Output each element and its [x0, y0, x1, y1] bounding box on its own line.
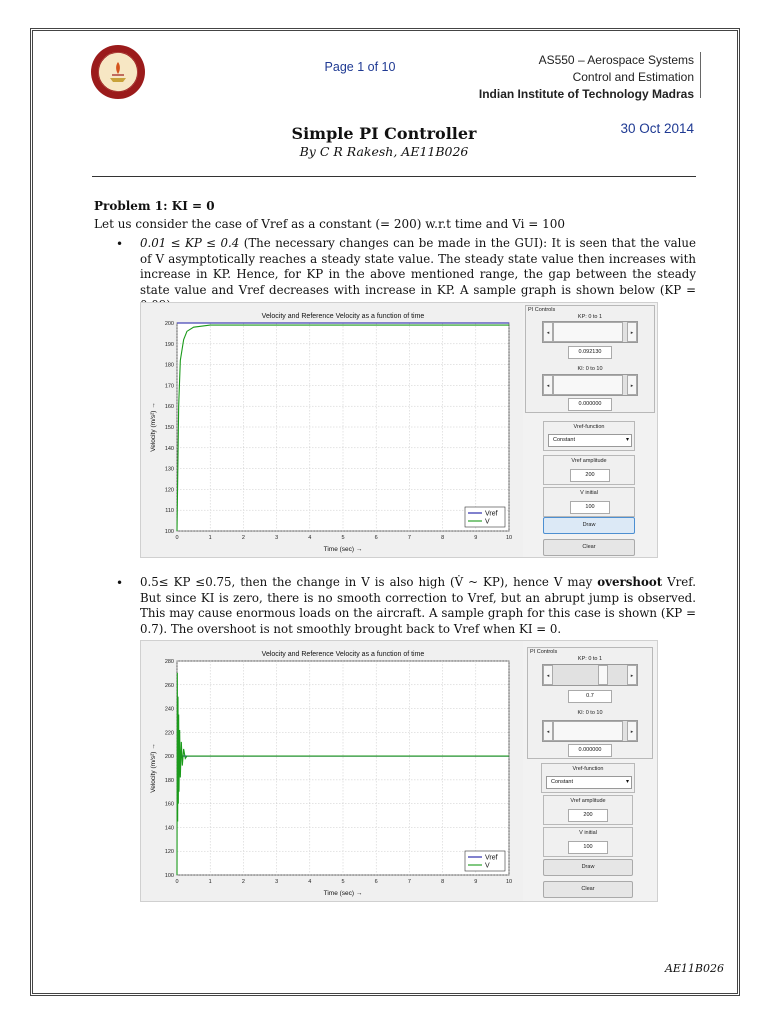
arrow-right-icon[interactable]: ▸: [627, 665, 637, 685]
y-tick-label: 150: [164, 425, 174, 431]
ki-range-label: KI: 0 to 10: [577, 710, 603, 716]
y-tick-label: 180: [164, 362, 174, 369]
kp-slider[interactable]: [542, 321, 638, 343]
y-tick-label: 180: [164, 777, 174, 784]
ki-slider-thumb[interactable]: [553, 375, 623, 395]
x-tick-label: 10: [505, 879, 513, 885]
kp-range-label: KP: 0 to 1: [577, 656, 603, 662]
x-tick-label: 0: [175, 535, 179, 541]
vref-function-label: Vref-function: [572, 766, 604, 772]
y-tick-label: 170: [164, 383, 174, 390]
y-tick-label: 120: [164, 487, 174, 494]
course-title-line1: AS550 – Aerospace Systems: [538, 53, 694, 67]
document-title: Simple PI Controller: [291, 124, 477, 143]
figure-2-chart: [141, 641, 521, 901]
x-tick-label: 2: [241, 535, 245, 541]
y-tick-label: 130: [164, 466, 174, 473]
vref-function-panel: [541, 763, 635, 793]
header-divider: [700, 52, 701, 98]
chevron-down-icon: ▾: [625, 779, 629, 785]
x-tick-label: 2: [241, 879, 245, 885]
ki-slider[interactable]: [542, 374, 638, 396]
y-tick-label: 140: [164, 445, 174, 452]
y-tick-label: 280: [164, 659, 174, 665]
vref-amplitude-label: Vref amplitude: [571, 458, 607, 464]
bullet-2-text: [140, 575, 696, 637]
y-tick-label: 100: [164, 529, 174, 535]
x-tick-label: 7: [407, 879, 411, 885]
course-block: [479, 52, 694, 103]
x-tick-label: 9: [474, 879, 478, 885]
y-tick-label: 200: [164, 321, 174, 327]
y-tick-label: 120: [164, 849, 174, 856]
x-tick-label: 5: [341, 879, 345, 885]
pi-controls-title: PI Controls: [528, 307, 556, 313]
x-tick-label: 10: [505, 535, 513, 541]
kp-value-field[interactable]: 0.7: [568, 690, 612, 703]
chart-title: Velocity and Reference Velocity as a function of time: [261, 651, 425, 658]
arrow-right-icon[interactable]: ▸: [627, 322, 637, 342]
vref-amplitude-panel: [543, 455, 635, 485]
legend-label-vref: Vref: [485, 854, 498, 862]
vref-function-value: Constant: [551, 779, 574, 785]
ki-value-field[interactable]: 0.000000: [568, 744, 612, 757]
vref-amplitude-panel: [543, 795, 633, 825]
kp-range-label: KP: 0 to 1: [577, 314, 603, 320]
document-date: 30 Oct 2014: [620, 121, 694, 136]
figure-1: [140, 302, 658, 558]
y-tick-label: 190: [164, 341, 174, 348]
x-tick-label: 7: [407, 535, 411, 541]
problem-heading: Problem 1: KI = 0: [94, 199, 215, 213]
vref-amplitude-field[interactable]: 200: [568, 809, 608, 822]
institute-name: Indian Institute of Technology Madras: [478, 87, 694, 101]
x-tick-label: 8: [441, 879, 445, 885]
v-initial-panel: [543, 487, 635, 517]
figure-2: [140, 640, 658, 902]
clear-button[interactable]: Clear: [543, 881, 633, 898]
kp-slider[interactable]: [542, 664, 638, 686]
kp-slider-thumb[interactable]: [598, 665, 608, 685]
arrow-left-icon[interactable]: ◂: [543, 665, 553, 685]
y-tick-label: 100: [164, 873, 174, 879]
x-tick-label: 6: [374, 879, 378, 885]
legend-label-v: V: [485, 518, 490, 526]
x-tick-label: 1: [208, 535, 212, 541]
v-initial-label: V initial: [580, 490, 598, 496]
y-tick-label: 140: [164, 825, 174, 832]
bullet-2-part-b: Vref. But since KI is zero, there is no smooth correction to Vref, but an abrupt jump is observed. This may cause enormous loads on the aircraft. A sample graph for this case is shown (KP = 0.7). The overshoot is not smoothly brought back to Vref when KI = 0.: [140, 575, 696, 636]
bullet-2-part-a: 0.5≤ KP ≤0.75, then the change in V is also high (V̇ ~ KP), hence V may: [140, 575, 598, 589]
x-tick-label: 4: [308, 535, 312, 541]
bullet-1-math: 0.01 ≤ KP ≤ 0.4: [140, 236, 240, 250]
iitm-seal-icon: [90, 44, 146, 100]
y-tick-label: 240: [164, 706, 174, 713]
x-tick-label: 8: [441, 535, 445, 541]
x-tick-label: 9: [474, 535, 478, 541]
y-tick-label: 260: [164, 682, 174, 689]
draw-button[interactable]: Draw: [543, 517, 635, 534]
legend-label-vref: Vref: [485, 510, 498, 518]
ki-range-label: KI: 0 to 10: [577, 366, 603, 372]
y-axis-label: Velocity (m/s²) →: [150, 402, 157, 452]
x-tick-label: 5: [341, 535, 345, 541]
figure-1-gui: [523, 303, 657, 557]
kp-slider-thumb[interactable]: [553, 322, 623, 342]
x-axis-label: Time (sec) →: [323, 890, 363, 897]
v-initial-label: V initial: [579, 830, 597, 836]
x-tick-label: 1: [208, 879, 212, 885]
bullet-1-body: (The necessary changes can be made in the GUI): It is seen that the value of V asymptotically reaches a steady state value. The steady state value then increases with increase in KP. Hence, for KP in the above mentioned range, the gap between the steady state value and Vref decreases with increase in KP. A sample graph is shown below (KP =: [140, 236, 696, 297]
arrow-right-icon[interactable]: ▸: [627, 721, 637, 741]
x-tick-label: 3: [275, 879, 279, 885]
ki-value-field[interactable]: 0.000000: [568, 398, 612, 411]
plot-area: [177, 661, 509, 875]
vref-function-select[interactable]: [546, 776, 632, 789]
ki-slider[interactable]: [542, 720, 638, 742]
y-axis-label: Velocity (m/s²) →: [150, 743, 157, 793]
kp-value-field[interactable]: 0.092130: [568, 346, 612, 359]
arrow-left-icon[interactable]: ◂: [543, 375, 553, 395]
footer-signature: AE11B026: [664, 962, 724, 975]
ki-slider-thumb[interactable]: [553, 721, 623, 741]
v-initial-field[interactable]: 100: [568, 841, 608, 854]
x-tick-label: 3: [275, 535, 279, 541]
figure-2-gui: [523, 641, 657, 901]
legend-label-v: V: [485, 862, 490, 870]
title-rule: [92, 176, 696, 177]
vref-function-panel: [543, 421, 635, 451]
arrow-left-icon[interactable]: ◂: [543, 322, 553, 342]
figure-1-chart: [141, 303, 521, 557]
pi-controls-title: PI Controls: [530, 649, 558, 655]
chevron-down-icon: ▾: [625, 437, 629, 443]
vref-function-value: Constant: [553, 437, 576, 443]
v-initial-field[interactable]: 100: [570, 501, 610, 514]
page-number: Page 1 of 10: [324, 60, 396, 74]
bullet-marker: •: [116, 576, 124, 590]
author-byline: By C R Rakesh, AE11B026: [299, 144, 469, 159]
y-tick-label: 160: [164, 404, 174, 411]
vref-amplitude-label: Vref amplitude: [570, 798, 606, 804]
y-tick-label: 200: [164, 754, 174, 761]
arrow-left-icon[interactable]: ◂: [543, 721, 553, 741]
y-tick-label: 220: [164, 730, 174, 737]
vref-function-label: Vref-function: [573, 424, 605, 430]
y-tick-label: 160: [164, 801, 174, 808]
arrow-right-icon[interactable]: ▸: [627, 375, 637, 395]
vref-amplitude-field[interactable]: 200: [570, 469, 610, 482]
draw-button[interactable]: Draw: [543, 859, 633, 876]
chart-title: Velocity and Reference Velocity as a function of time: [261, 313, 425, 320]
clear-button[interactable]: Clear: [543, 539, 635, 556]
y-tick-label: 110: [165, 508, 174, 515]
x-tick-label: 6: [374, 535, 378, 541]
bullet-marker: •: [116, 237, 124, 251]
intro-paragraph: Let us consider the case of Vref as a constant (= 200) w.r.t time and Vi = 100: [94, 217, 566, 231]
x-axis-label: Time (sec) →: [323, 546, 363, 553]
vref-function-select[interactable]: [548, 434, 632, 447]
bullet-2-bold: overshoot: [597, 575, 663, 589]
x-tick-label: 0: [175, 879, 179, 885]
course-title-line2: Control and Estimation: [572, 70, 694, 84]
pi-controls-panel: [525, 305, 655, 413]
v-initial-panel: [543, 827, 633, 857]
x-tick-label: 4: [308, 879, 312, 885]
pi-controls-panel: [527, 647, 653, 759]
